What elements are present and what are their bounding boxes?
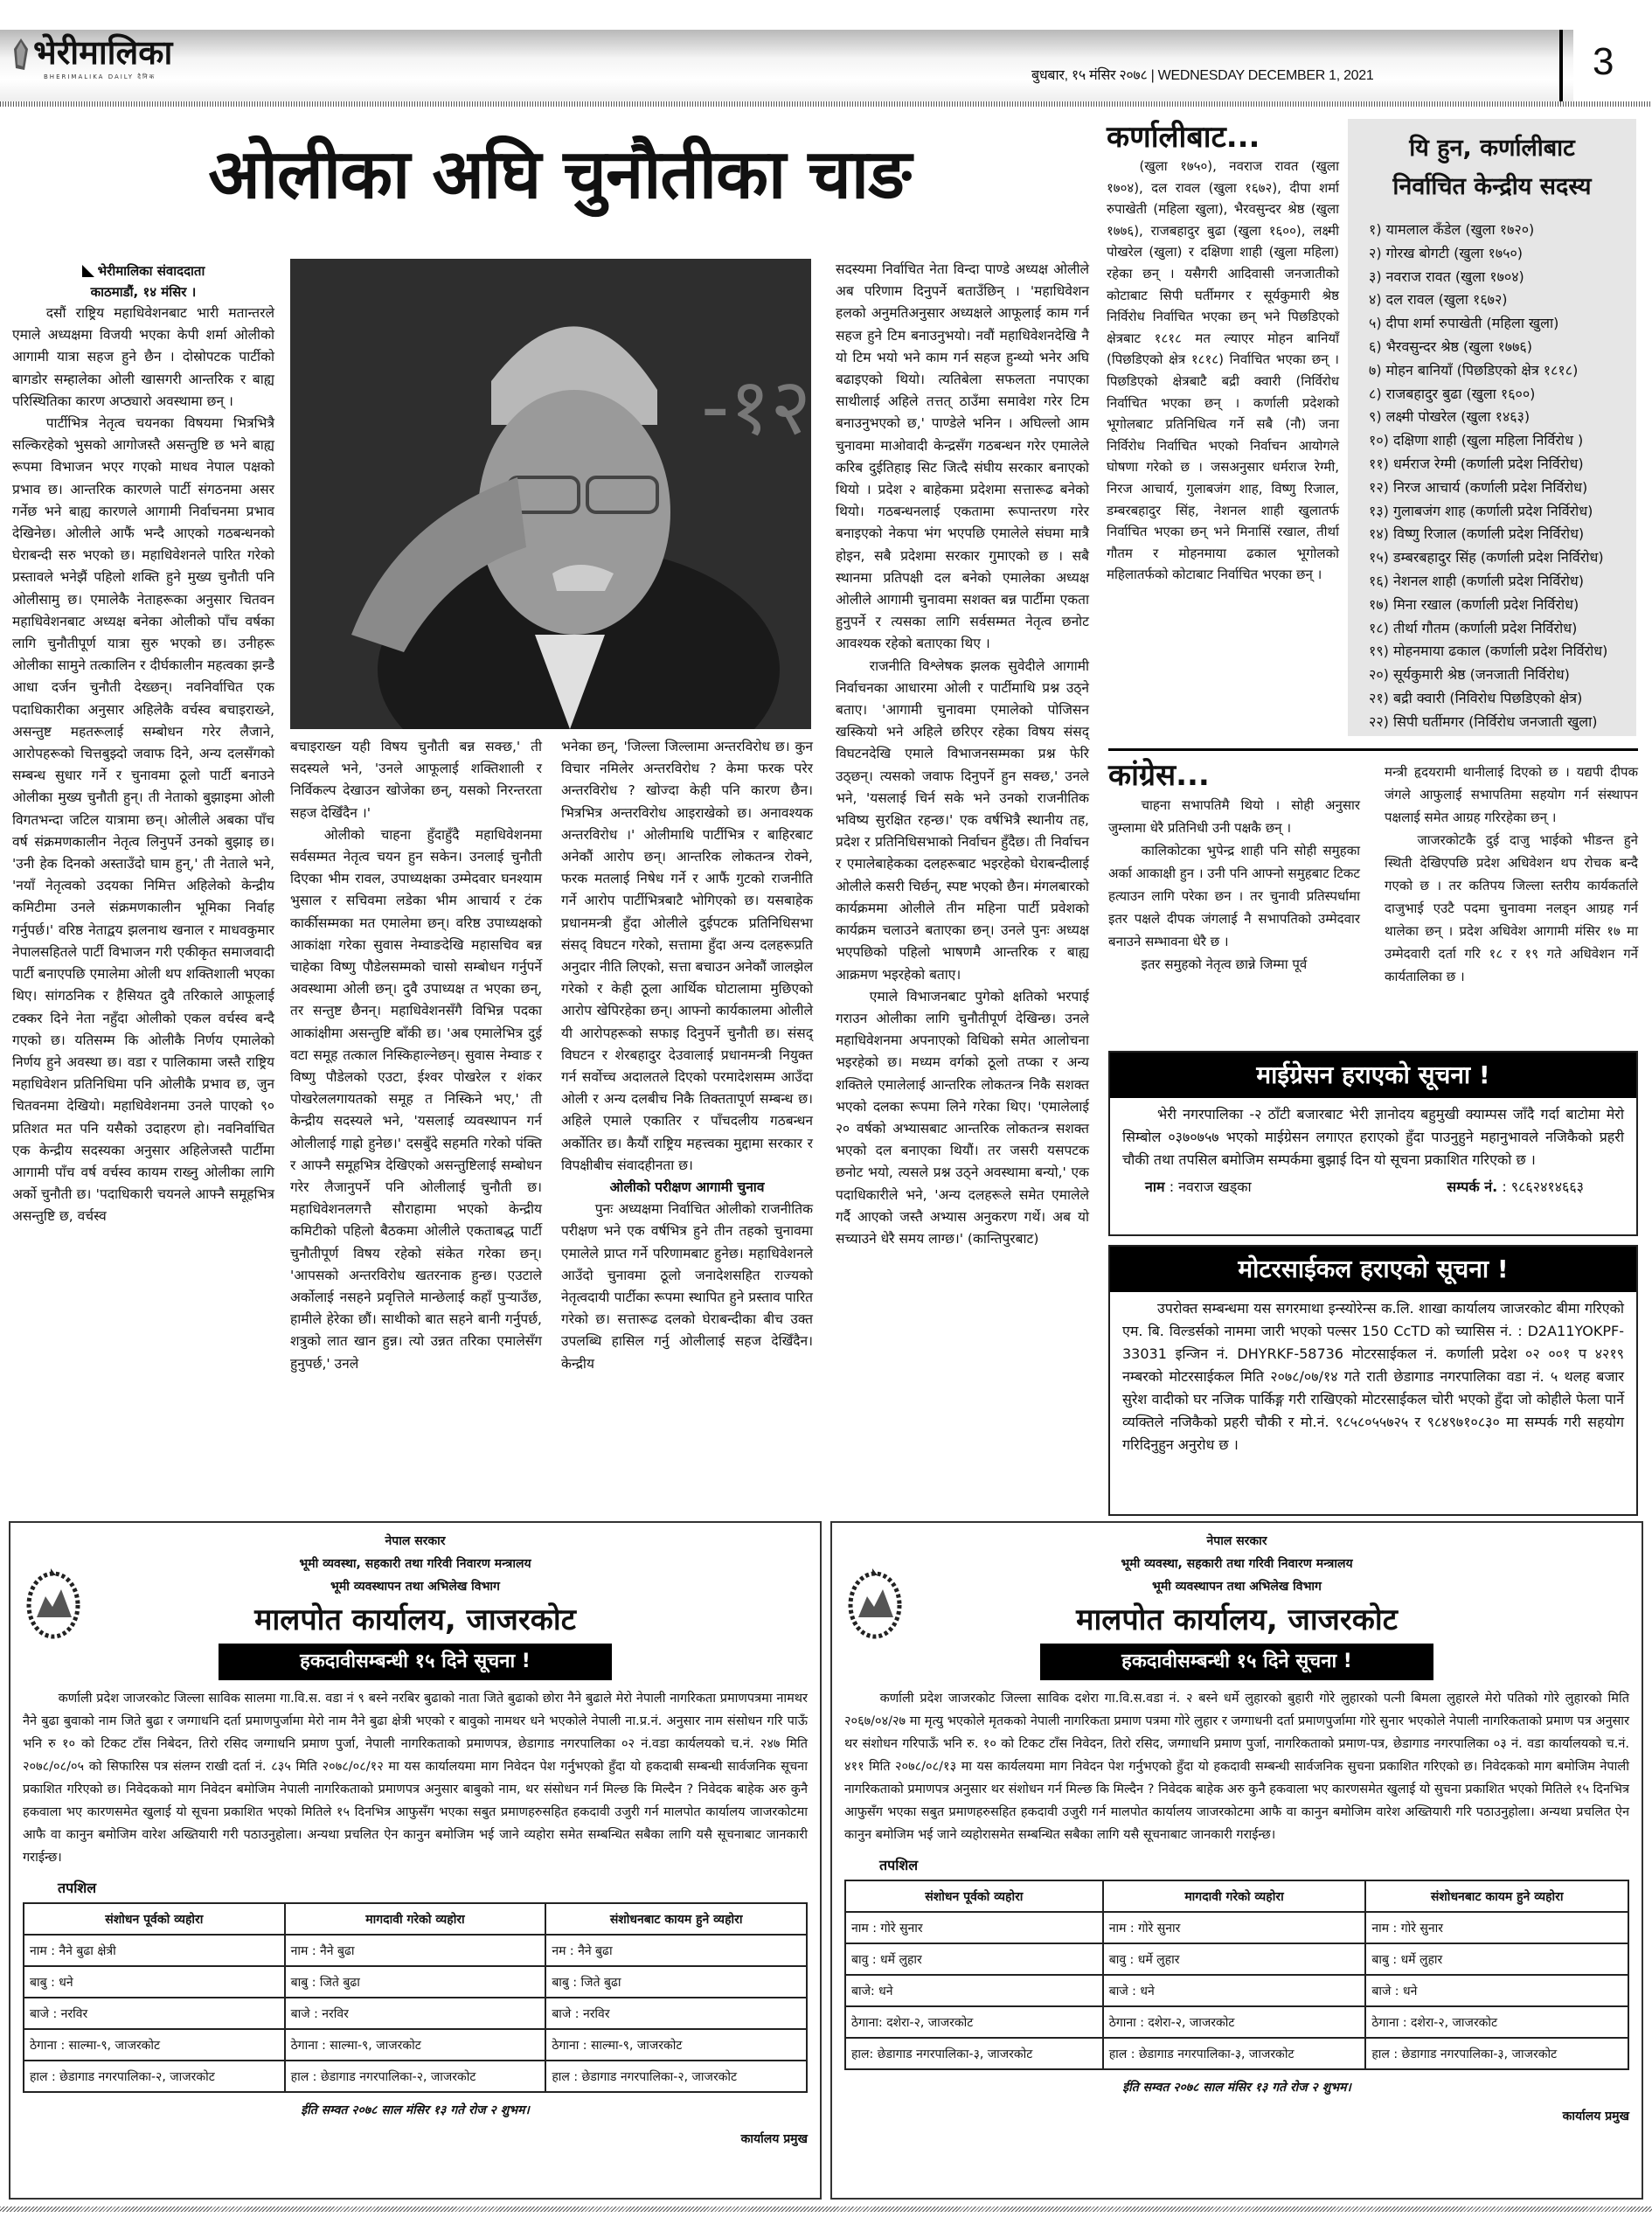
notice-body bbox=[1110, 1098, 1636, 1177]
member-item: ८) राजबहादुर बुढा (खुला १६००) bbox=[1369, 385, 1536, 402]
members-title-line-1: यि हुन, कर्णालीबाट bbox=[1409, 135, 1575, 162]
table-row bbox=[845, 1912, 1628, 1943]
table-cell: नाम : नैने बुढा क्षेत्री bbox=[24, 1935, 285, 1966]
table-row bbox=[845, 1975, 1628, 2006]
article-subheading: ओलीको परीक्षण आगामी चुनाव bbox=[609, 1179, 765, 1196]
member-item: ११) धर्मराज रेग्मी (कर्णाली प्रदेश निर्विरोध) bbox=[1369, 455, 1584, 472]
table-cell: बावु : धर्मे लुहार bbox=[1103, 1943, 1366, 1975]
notice-banner: हकदावीसम्बन्धी १५ दिने सूचना ! bbox=[219, 1644, 612, 1680]
article-paragraph: ओलीको चाहना हुँदाहुँदै महाधिवेशनमा सर्वसम्मत नेतृत्व चयन हुन सकेन। उनलाई चुनौती दिएका भीम रावल, उपाध्यक्षका उम्मेदवार घनश्याम भुसाल र सचिवमा लडेका भीम आचार्य र टंक कार्कीसम्मका मत एमालेमा छन्। वरिष्ठ उपाध्यक्षको आकांक्षा गरेका सुवास नेम्वाङदेखि महासचिव बन्न चाहेका विष्णु पौडेलसम्मको चासो सम्बोधन गर्नुपर्ने अवस्थामा ओली छन्। दुवै उपाध्यक्ष त भएका छन्, तर सन्तुष्ट छैनन्। महाधिवेशनसँगै विभिन्न पदका आकांक्षीमा असन्तुष्टि बाँकी छ। 'अब एमालेभित्र दुई वटा समूह तत्काल निस्किहाल्नेछन्। सुवास नेम्वाङ र विष्णु पौडेलको एउटा, ईश्वर पोखरेल र शंकर पोखरेललगायतको समूह त निस्किने भए,' ती केन्द्रीय सदस्यले भने, 'यसलाई व्यवस्थापन गर्न ओलीलाई गाह्रो हुनेछ।' दसबुँदे सहमति गरेको पंक्ति र आफ्नै समूहभित्र देखिएको असन्तुष्टिलाई सम्बोधन गरेर लैजानुपर्ने पनि ओलीलाई चुनौती छ। महाधिवेशनलगत्तै सौराहामा भएको केन्द्रीय कमिटीको पहिलो बैठकमा ओलीले एकताबद्ध पार्टी चुनौतीपूर्ण विषय रहेको संकेत गरेका छन्। 'आपसको अन्तरविरोध खतरनाक हुन्छ। एउटाले अर्कोलाई नसहने प्रवृत्तिले मान्छेलाई कहाँ पुर्‍याउँछ, हामीले हेरेका छौं। साथीको बात सहने बानी गर्नुपर्छ, शत्रुको लात खान हुन्न। त्यो उन्नत तरिका एमालेसँग हुनुपर्छ,' उनले bbox=[290, 826, 542, 1372]
table-cell: हाल : छेडागाड नगरपालिका-२, जाजरकोट bbox=[24, 2061, 285, 2092]
member-item: २२) सिपी घर्तीमगर (निर्विरोध जनजाती खुला) bbox=[1369, 712, 1598, 730]
column-header: मागदावी गरेको व्यहोरा bbox=[1103, 1880, 1366, 1912]
page-number-divider bbox=[1559, 30, 1563, 105]
table-row bbox=[24, 2061, 807, 2092]
name-label: नाम bbox=[1145, 1178, 1165, 1195]
congress-column-2 bbox=[1385, 761, 1638, 988]
karnali-continuation bbox=[1107, 119, 1339, 586]
table-row bbox=[845, 2038, 1628, 2069]
table-cell: ठेगाना: दशेरा-२, जाजरकोट bbox=[845, 2006, 1103, 2038]
table-cell: हाल : छेडागाड नगरपालिका-२, जाजरकोट bbox=[285, 2061, 546, 2092]
date-nepali: बुधबार, १५ मंसिर २०७८ bbox=[1031, 68, 1148, 83]
notice-banner: हकदावीसम्बन्धी १५ दिने सूचना ! bbox=[1040, 1644, 1433, 1680]
congress-paragraph: इतर समुहको नेतृत्व छान्ने जिम्मा पूर्व bbox=[1141, 956, 1308, 972]
issue-date bbox=[1031, 65, 1373, 84]
notice-text: उपरोक्त सम्बन्धमा यस सगरमाथा इन्स्योरेन्स क.लि. शाखा कार्यालय जाजरकोट बीमा गरिएको एम. बि. विल्डर्सको नाममा जारी भएको पल्सर 150 CcTD को च्यासिस नं. : D2A11YOKPF-33031 इन्जिन नं. DHYRKF-58736 मोटरसाईकल नं. कर्णाली प्रदेश ०२ ००१ प ४२१९ नम्बरको मोटरसाईकल मिति २०७८/०७/१४ गते राती छेडागाड नगरपालिका वडा नं. ५ थलह बजार सुरेश वादीको घर नजिक पार्किङ्ग गरी राखिएको मोटरसाईकल चोरी भएको हुँदा जो कोहीले फेला पार्ने व्यक्तिले नजिकैको प्रहरी चौकी र मो.नं. ९८५८०५५७२५ र ९८४९७१०८३० मा सम्पर्क गरी सहयोग गरिदिनुहुन अनुरोध छ । bbox=[1122, 1300, 1624, 1453]
table-cell: नम : नैने बुढा bbox=[545, 1935, 807, 1966]
table-row bbox=[24, 1998, 807, 2029]
member-item: २) गोरख बोगटी (खुला १७५०) bbox=[1369, 244, 1524, 261]
svg-text:-१२: -१२ bbox=[701, 361, 811, 453]
notice-name bbox=[1145, 1177, 1252, 1196]
article-column-1 bbox=[12, 261, 274, 1228]
date-english: WEDNESDAY DECEMBER 1, 2021 bbox=[1157, 68, 1374, 83]
table-cell: नाम : गोरे सुनार bbox=[1103, 1912, 1366, 1943]
member-item: २१) बद्री क्वारी (निविरोध पिछडिएको क्षेत्र) bbox=[1369, 689, 1583, 706]
table-row bbox=[24, 1966, 807, 1998]
table-cell: बाबु : जिते बुढा bbox=[285, 1966, 546, 1998]
column-header: संशोधनबाट कायम हुने व्यहोरा bbox=[545, 1903, 807, 1935]
ministry-name: भूमी व्यवस्था, सहकारी तथा गरिवी निवारण मन्त्रालय bbox=[299, 1557, 531, 1571]
table-row bbox=[24, 2029, 807, 2061]
members-sidebar bbox=[1348, 119, 1636, 736]
article-paragraph: भनेका छन्, 'जिल्ला जिल्लामा अन्तरविरोध छ। कुन विचार नमिलेर अन्तरविरोध ? केमा फरक परेर अन्तरविरोध ? खोज्दा केही पनि कारण छैन। भित्रभित्र अन्तरविरोध आइराखेको छ। अनावश्यक अन्तरविरोध ।' ओलीमाथि पार्टीभित्र र बाहिरबाट अनेकौं आरोप छन्। आन्तरिक लोकतन्त्र रोक्ने, फरक मतलाई निषेध गर्ने र आफैं गुटको राजनीति गर्ने आरोप पार्टीभित्रबाटै भोगिएको छ। यसबाहेक प्रधानमन्त्री हुँदा ओलीले दुईपटक प्रतिनिधिसभा संसद् विघटन गरेको, सत्तामा हुँदा अन्य दलहरूप्रति अनुदार नीति लिएको, सत्ता बचाउन अनेकौं जालझेल गरेको र केही ठूला आर्थिक घोटालामा मुछिएको आरोप खेपिरहेका छन्। आफ्नो कार्यकालमा ओलीले यी आरोपहरूको सफाइ दिनुपर्ने चुनौती छ। संसद् विघटन र शेरबहादुर देउवालाई प्रधानमन्त्री नियुक्त गर्न सर्वोच्च अदालतले दिएको परमादेशसम्म आउँदा ओली र अन्य दलबीच निकै तिक्ततापूर्ण सम्बन्ध छ। अहिले एमाले एकातिर र पाँचदलीय गठबन्धन अर्कोतिर छ। कैयौं राष्ट्रिय महत्त्वका मुद्दामा सरकार र विपक्षीबीच संवादहीनता छ। bbox=[561, 739, 813, 1173]
logo-emblem-icon bbox=[12, 37, 30, 72]
notice-title: माईग्रेसन हराएको सूचना ! bbox=[1110, 1053, 1636, 1098]
notice-contact bbox=[1110, 1177, 1636, 1203]
table-cell: बाजे : नरविर bbox=[285, 1998, 546, 2029]
member-item: १) यामलाल कँडेल (खुला १७२०) bbox=[1369, 221, 1535, 238]
schedule-label: तपशिल bbox=[58, 1880, 97, 1896]
congress-title: कांग्रेस... bbox=[1108, 758, 1210, 793]
byline bbox=[12, 261, 274, 281]
column-header: संशोधनबाट कायम हुने व्यहोरा bbox=[1365, 1880, 1628, 1912]
headline: ओलीका अघि चुनौतीका चाङ bbox=[208, 136, 911, 214]
table-cell: बाबु : धर्मे लुहार bbox=[1365, 1943, 1628, 1975]
land-revenue-notice-1 bbox=[9, 1521, 822, 2200]
member-item: ४) दल रावल (खुला १६७२) bbox=[1369, 291, 1508, 309]
table-cell: बाबु : धने bbox=[24, 1966, 285, 1998]
dateline: काठमाडौं, १४ मंसिर । bbox=[90, 284, 197, 300]
karnali-paragraph: (खुला १७५०), नवराज रावत (खुला १७०४), दल रावल (खुला १६७२), दीपा शर्मा रुपाखेती (महिला खुला), भैरवसुन्दर श्रेष्ठ (खुला १७७६), राजबहादुर बुढा (खुला १६००), लक्ष्मी पोखरेल (खुला) र दक्षिणा शाही (खुला महिला) रहेका छन् । यसैगरी आदिवासी जनजातीको कोटाबाट सिपी घर्तीमगर र सूर्यकुमारी श्रेष्ठ निर्विरोध निर्वाचित भएका छन् भने पिछडिएको क्षेत्रबाट १८१८ मत ल्याएर मोहन बानियाँ (पिछडिएको क्षेत्र १८१८) निर्वाचित भएका छन् । पिछडिएको क्षेत्रबाटै बद्री क्वारी (निर्विरोध निर्वाचित भएका छन् । कर्णाली प्रदेशको भूगोलबाट प्रतिनिधित्व गर्ने सबै (नौ) जना निर्विरोध निर्वाचित भएको निर्वाचन आयोगले घोषणा गरेको छ । जसअनुसार धर्मराज रेग्मी, निरज आचार्य, गुलाबजंग शाह, विष्णु रिजाल, डम्बरबहादुर सिंह, नेशनल शाही खुलातर्फ निर्वाचित भएका छन् भने मिनासिं रखाल, तीर्था गौतम र मोहनमाया ढकाल भूगोलको महिलातर्फको कोटाबाट निर्वाचित भएका छन् । bbox=[1107, 158, 1339, 583]
newspaper-logo[interactable] bbox=[12, 33, 172, 72]
member-item: ५) दीपा शर्मा रुपाखेती (महिला खुला) bbox=[1369, 315, 1559, 332]
notice-date: ईति सम्वत २०७८ साल मंसिर १३ गते रोज २ शुभम। bbox=[301, 2103, 530, 2117]
gov-name: नेपाल सरकार bbox=[385, 1534, 446, 1548]
department-name: भूमी व्यवस्थापन तथा अभिलेख विभाग bbox=[1152, 1580, 1322, 1594]
footer-rule bbox=[0, 2207, 1652, 2212]
table-cell: हाल: छेडागाड नगरपालिका-३, जाजरकोट bbox=[845, 2038, 1103, 2069]
portrait-image bbox=[290, 259, 811, 729]
article-column-2 bbox=[290, 736, 542, 1375]
table-cell: नाम : गोरे सुनार bbox=[845, 1912, 1103, 1943]
contact-value: : ९८६२४१४६६३ bbox=[1502, 1178, 1584, 1195]
nepal-emblem-icon bbox=[848, 1565, 902, 1642]
table-cell: बाजे : नरविर bbox=[545, 1998, 807, 2029]
members-title-line-2: निर्वाचित केन्द्रीय सदस्य bbox=[1392, 173, 1592, 200]
member-item: १०) दक्षिणा शाही (खुला महिला निर्विरोध ) bbox=[1369, 432, 1584, 449]
table-cell: बाजे : नरविर bbox=[24, 1998, 285, 2029]
section-divider bbox=[1108, 748, 1638, 751]
notice-date: ईति सम्वत २०७८ साल मंसिर १३ गते रोज २ शुभम। bbox=[1122, 2081, 1351, 2095]
article-paragraph: दसौं राष्ट्रिय महाधिवेशनबाट भारी मतान्तरले एमाले अध्यक्षमा विजयी भएका केपी शर्मा ओलीको आगामी यात्रा सहज हुने छैन । दोस्रोपटक पार्टीको बागडोर सम्हालेका ओली खासगरी आन्तरिक र बाह्य परिस्थितिका कारण अप्ठ्यारो अवस्थामा छन् । bbox=[12, 305, 274, 409]
article-paragraph: राजनीति विश्लेषक झलक सुवेदीले आगामी निर्वाचनका आधारमा ओली र पार्टीमाथि प्रश्न उठ्ने बताए। 'आगामी चुनावमा एमालेको पोजिसन खस्कियो भने अहिले छरिएर रहेका विषय संसद् विघटनदेखि एमाले विभाजनसम्मका प्रश्न फेरि उठ्छन्। त्यसको जवाफ दिनुपर्ने हुन सक्छ,' उनले भने, 'यसलाई चिर्न सके भने उनको राजनीतिक भविष्य सुरक्षित रहन्छ।' एक वर्षभित्रै स्थानीय तह, प्रदेश र प्रतिनिधिसभाको निर्वाचन हुँदैछ। ती निर्वाचन र एमालेबाहेकका दलहरूबाट भइरहेको घेराबन्दीलाई ओलीले कसरी चिर्छन्, स्पष्ट भएको छैन। मंगलबारको कार्यक्रममा ओलीले तीन महिना पार्टी प्रवेशको कार्यक्रम चलाउने बताएका छन्। उनले पुनः अध्यक्ष भएपछिको पहिलो भाषणमै आन्तरिक र बाह्य आक्रमण भइरहेको बताए। bbox=[836, 657, 1089, 983]
member-item: ६) भैरवसुन्दर श्रेष्ठ (खुला १७७६) bbox=[1369, 337, 1532, 355]
notice-body bbox=[23, 1687, 808, 1869]
ministry-name: भूमी व्यवस्था, सहकारी तथा गरिवी निवारण मन्त्रालय bbox=[1121, 1557, 1353, 1571]
schedule-label: तपशिल bbox=[879, 1857, 919, 1873]
gov-name: नेपाल सरकार bbox=[1206, 1534, 1267, 1548]
table-cell: हाल : छेडागाड नगरपालिका-३, जाजरकोट bbox=[1103, 2038, 1366, 2069]
notice-title: मोटरसाईकल हराएको सूचना ! bbox=[1110, 1247, 1636, 1292]
article-paragraph: सदस्यमा निर्वाचित नेता विन्दा पाण्डे अध्यक्ष ओलीले अब परिणाम दिनुपर्ने बताउँछिन् । 'महाधिवेशन हलको अनुमतिअनुसार अध्यक्षले आफूलाई काम गर्न सहज हुने टिम बनाउनुभयो। नवौं महाधिवेशनदेखि नै यो टिम भयो भने काम गर्न सहज हुन्थ्यो भनेर अघि बढाइएको थियो। त्यतिबेला सफलता नपाएका साथीलाई अहिले तत्तत् ठाउँमा समावेश गरेर टिम बनाउनुभएको छ,' पाण्डेले भनिन । अघिल्लो आम चुनावमा माओवादी केन्द्रसँग गठबन्धन गरेर एमालेले करिब दुईतिहाइ सिट जित्दै संघीय सरकार बनाएको थियो । प्रदेश २ बाहेकमा प्रदेशमा सत्तारूढ बनेको थियो। गठबन्धनलाई एकतामा रूपान्तरण गरेर बनाइएको नेकपा भंग भएपछि एमालेले संघमा मात्रै होइन, सबै प्रदेशमा सरकार गुमाएको छ । सबै स्थानमा प्रतिपक्षी दल बनेको एमालेका अध्यक्ष ओलीले आगामी चुनावमा सशक्त बन्न पार्टीमा एकता हुनुपर्ने र त्यसका लागि सर्वसम्मत नेतृत्व छनोट आवश्यक रहेको बताएका थिए । bbox=[836, 261, 1089, 652]
members-title bbox=[1348, 119, 1636, 206]
migration-lost-notice bbox=[1108, 1051, 1638, 1236]
member-item: १२) निरज आचार्य (कर्णाली प्रदेश निर्विरोध) bbox=[1369, 478, 1588, 496]
notice-body bbox=[844, 1687, 1629, 1846]
logo-subtitle: BHERIMALIKA DAILY दैनिक bbox=[44, 73, 156, 80]
office-name: मालपोत कार्यालय, जाजरकोट bbox=[254, 1602, 576, 1637]
table-cell: बाजे : धने bbox=[1103, 1975, 1366, 2006]
article-column-3 bbox=[561, 736, 813, 1375]
article-paragraph: एमाले विभाजनबाट पुगेको क्षतिको भरपाई गराउन ओलीका लागि चुनौतीपूर्ण देखिन्छ। उनले महाधिवेशनमा अपनाएको विधिको समेत आलोचना भइरहेको छ। मध्यम वर्गको ठूलो तप्का र अन्य शक्तिले एमालेलाई आन्तरिक लोकतन्त्र निकै सशक्त भएको दलका रूपमा लिने गरेका थिए। 'एमालेलाई २० वर्षको अभ्यासबाट आन्तरिक लोकतन्त्र सशक्त भएको दल बनाएका थियौं। तर जसरी यसपटक छनोट भयो, त्यसले प्रश्न उठ्ने अवस्थामा बन्यो,' एक पदाधिकारीले भने, 'अन्य दलहरूले समेत एमालेले गर्दै आएको जस्तै अभ्यास अनुकरण गर्थे। अब यो सच्याउने धेरै समय लाग्छ।' (कान्तिपुरबाट) bbox=[836, 988, 1089, 1247]
table-cell: बाजे: धने bbox=[845, 1975, 1103, 2006]
byline-marker-icon bbox=[82, 265, 94, 277]
byline-author: भेरीमालिका संवाददाता bbox=[97, 263, 205, 279]
column-header: संशोधन पूर्वको व्यहोरा bbox=[24, 1903, 285, 1935]
name-value: : नवराज खड्का bbox=[1169, 1178, 1252, 1195]
member-item: १६) नेशनल शाही (कर्णाली प्रदेश निर्विरोध) bbox=[1369, 572, 1585, 589]
table-cell: बावु : धर्मे लुहार bbox=[845, 1943, 1103, 1975]
table-row bbox=[845, 2006, 1628, 2038]
department-name: भूमी व्यवस्थापन तथा अभिलेख विभाग bbox=[330, 1580, 500, 1594]
article-paragraph: बचाइराख्न यही विषय चुनौती बन्न सक्छ,' ती सदस्यले भने, 'उनले आफूलाई शक्तिशाली र निर्विकल्प देखाउन खोजेका छन्, यसको निरन्तरता सहज देखिँदैन ।' bbox=[290, 739, 542, 821]
signatory: कार्यालय प्रमुख bbox=[740, 2132, 808, 2146]
member-item: १५) डम्बरबहादुर सिंह (कर्णाली प्रदेश निर्विरोध) bbox=[1369, 549, 1604, 566]
table-row bbox=[24, 1935, 807, 1966]
column-header: मागदावी गरेको व्यहोरा bbox=[285, 1903, 546, 1935]
page-number: 3 bbox=[1593, 40, 1614, 83]
congress-paragraph: मन्त्री हृदयरामी थानीलाई दिएको छ । यद्यपी दीपक जंगले आफुलाई सभापतिमा सहयोग गर्न संस्थापन पक्षलाई समेत आग्रह गरिरहेका छन् । bbox=[1385, 764, 1638, 825]
article-paragraph: पार्टीभित्र नेतृत्व चयनका विषयमा भित्रभित्रै सल्किरहेको भुसको आगोजस्तै असन्तुष्टि छ भने बाह्य रूपमा विभाजन भएर गएको माधव नेपाल पक्षको प्रभाव छ। आन्तरिक कारणले पार्टी संगठनमा असर गर्नेछ भने बाह्य कारणले आगामी निर्वाचनमा प्रभाव देखिनेछ। ओलीले आफैं भन्दै आएको गठबन्धनको घेराबन्दी सरु भएको छ। महाधिवेशनले पारित गरेको प्रस्तावले भनेझैं पहिलो शक्ति हुने मुख्य चुनौती पनि ओलीसामु छ। एमालेकै नेताहरूका अनुसार चितवन महाधिवेशनबाट अध्यक्ष बनेका ओलीको पाँच वर्षका लागि चुनौतीपूर्ण यात्रा सुरु भएको छ। उनीहरू ओलीका सामुने तत्कालिन र दीर्घकालीन महत्वका झन्डै आधा दर्जन चुनौती देख्छन्। नवनिर्वाचित एक पदाधिकारीका अनुसार अहिलेकै वर्चस्व बचाइराख्ने, असन्तुष्ट महतरूलाई सम्बोधन गरेर लैजाने, आरोपहरूको चित्तबुझ्दो जवाफ दिने, अन्य दलसँगको सम्बन्ध सुधार गर्ने र चुनावमा ठूलो पार्टी बनाउने ओलीका मुख्य चुनौती हुन्। ती नेताको बुझाइमा ओली विगतभन्दा जटिल यात्रामा छन्। ओलीले अबका पाँच वर्ष संक्रमणकालीन नेतृत्व लिनुपर्ने उनको बुझाइ छ। 'उनी हेक दिनको अस्ताउँदो घाम हुन्,' ती नेताले भने, 'नयाँ नेतृत्वको उदयका निमित्त अहिलेको केन्द्रीय कमिटीमा उनले संक्रमणकालीन भूमिका निर्वाह गर्नुपर्छ।' वरिष्ठ नेताद्वय झलनाथ खनाल र माधवकुमार नेपालसहितले पार्टी विभाजन गरी एकीकृत समाजवादी पार्टी बनाएपछि एमालेमा ओली थप शक्तिशाली भएका थिए। सांगठनिक र हैसियत दुवै तरिकाले आफूलाई टक्कर दिने नेता नहुँदा ओलीको एकल वर्चस्व बन्दै गएको छ। यतिसम्म कि ओलीकै निर्णय एमालेको निर्णय हुने अवस्था छ। वडा र पालिकामा जस्तै राष्ट्रिय महाधिवेशन प्रतिनिधिमा पनि ओलीकै प्रभाव छ, जुन चितवनमा देखियो। महाधिवेशनमा उनले पाएको ९० प्रतिशत मत पनि यसैको उदाहरण हो। नवनिर्वाचित एक केन्द्रीय सदस्यका अनुसार अहिलेजस्तै पार्टीमा आगामी पाँच वर्ष वर्चस्व कायम राख्नु ओलीका लागि अर्को चुनौती छ। 'पदाधिकारी चयनले आफ्नै समूहभित्र असन्तुष्टि छ, वर्चस्व bbox=[12, 415, 274, 1225]
member-item: ३) नवराज रावत (खुला १७०४) bbox=[1369, 268, 1524, 285]
member-item: १७) मिना रखाल (कर्णाली प्रदेश निर्विरोध) bbox=[1369, 595, 1579, 613]
table-cell: नाम : गोरे सुनार bbox=[1365, 1912, 1628, 1943]
notice-body bbox=[1110, 1292, 1636, 1462]
schedule-table bbox=[844, 1880, 1629, 2070]
congress-column-1 bbox=[1108, 757, 1360, 976]
member-item: १८) तीर्था गौतम (कर्णाली प्रदेश निर्विरोध) bbox=[1369, 619, 1578, 636]
notice-text: कर्णाली प्रदेश जाजरकोट जिल्ला साविक दशेरा गा.वि.स.वडा नं. २ बस्ने धर्मे लुहारको बुहारी गोरे लुहारको पत्नी बिमला लुहारले मेरो पतिको गोरे लुहारको मिति २०६७/०४/२७ मा मृत्यु भएकोले मृतकको नेपाली नागरिकता प्रमाण पत्रमा गोरे लुहार र जग्गाधनी दर्ता प्रमाणपुर्जामा गोरे सुनार भएकोले नेपाली नागरिकताको प्रमाण पत्र अनुसार थर संशोधन गरिपाऊँ भनि रु. १० को टिकट टाँस निवेदन, तिरो रसिद, जग्गाधनि प्रमाण पुर्जा, नागरिकताको प्रमाण-पत्र, छेडागाड नगरपालिका ०३ नं. वडा कार्यालयको च.नं. ४११ मिति २०७८/०८/१३ मा यस कार्यलयमा माग निवेदन पेश गर्नुभएको हुँदा यो हकदावी सम्बन्धी सार्वजनिक सुचना प्रकाशित गरिएको छ। निवेदकको माग बमोजिम नेपाली नागरिकताको प्रमाणपत्र अनुसार थर संशोधन गर्न मिल्छ कि मिल्दैन ? निवेदक बाहेक अरु कुनै हकवाला भए कारणसमेत खुलाई यो सुचना प्रकाशित भएको मितिले १५ दिनभित्र आफुसँग भएका सबुत प्रमाणहरुसहित हकदावी उजुरी गर्न मालपोत कार्यालय जाजरकोटमा आफै वा कानुन बमोजिम वारेश अख्तियारी गरि पठाउनुहोला। अन्यथा प्रचलित ऐन कानुन बमोजिम भई जाने व्यहोरासमेत सम्बन्धित सबैका लागि यसै सूचनाबाट जानकारी गराईन्छ। bbox=[844, 1692, 1629, 1842]
notice-text: कर्णाली प्रदेश जाजरकोट जिल्ला साविक सालमा गा.वि.स. वडा नं ९ बस्ने नरबिर बुढाको नाता जिते बुढाको छोरा नैने बुढाले मेरो नेपाली नागरिकता प्रमाणपत्रमा नामथर नैने बुढा बुवाको नाम जिते बुढा र जग्गाधनि दर्ता प्रमाणपुर्जामा मेरो नाम नैने बुढा क्षेत्री भएको र बावुको नामथर धने भएकोले नेपाली ना.प्र.नं. अनुसार नाम संसोधन गरि पाऊँ भनि रु १० को टिकट टाँस निबेदन, तिरो रसिद जग्गाधनि प्रमाण पुर्जा, नेपाली नागरिकताको प्रमाणपत्र, छेडागाड नगरपालिका ०२ नं.वडा कार्यलयको च.नं. २४७ मिति २०७८/०८/०५ को सिफारिस पत्र संलग्न राखी दर्ता नं. ८३५ मिति २०७८/०८/१२ मा यस कार्यालयमा माग निवेदन पेश गर्नुभएको हुँदा यो हकदाबी सम्बन्धी सार्वजनिक सूचना प्रकाशित गरिएको छ। निवेदकको माग निवेदन बमोजिम नेपाली नागरिकताको प्रमाणपत्र अनुसार बाबुको नाम, थर संसोधन गर्न मिल्छ कि मिल्दैन ? निवेदक बाहेक अरु कुनै हकवाला भए कारणसमेत खुलाई यो सूचना प्रकाशित भएको मितिले १५ दिनभित्र आफुसँग भएका सबुत प्रमाणहरुसहित हकदावी उजुरी गर्न मालपोत कार्यालय जाजरकोटमा आफै वा कानुन बमोजिम वारेश अख्तियारी गरी पठाउनुहोला। अन्यथा प्रचलित ऐन कानुन बमोजिम भई जाने व्यहोरा समेत सम्बन्धित सबैका लागि यसै सूचनाबाट जानकारी गराईन्छ। bbox=[23, 1692, 808, 1865]
table-cell: बाबु : जिते बुढा bbox=[545, 1966, 807, 1998]
article-column-4 bbox=[836, 259, 1089, 1250]
member-item: १४) विष्णु रिजाल (कर्णाली प्रदेश निर्विरोध) bbox=[1369, 525, 1585, 543]
office-name: मालपोत कार्यालय, जाजरकोट bbox=[1076, 1602, 1398, 1637]
article-paragraph: पुनः अध्यक्षमा निर्वाचित ओलीको राजनीतिक परीक्षण भने एक वर्षभित्र हुने तीन तहको चुनावमा एमालेले प्राप्त गर्ने परिणामबाट हुनेछ। महाधिवेशनले आउँदो चुनावमा ठूलो जनादेशसहित राज्यको नेतृत्वदायी पार्टीका रूपमा स्थापित हुने प्रस्ताव पारित गरेको छ। सत्तारूढ दलको घेराबन्दीका बीच उक्त उपलब्धि हासिल गर्नु ओलीलाई सहज देखिँदैन। केन्द्रीय bbox=[561, 1201, 813, 1372]
table-header-row bbox=[24, 1903, 807, 1935]
table-cell: नाम : नैने बुढा bbox=[285, 1935, 546, 1966]
table-header-row bbox=[845, 1880, 1628, 1912]
land-revenue-notice-2 bbox=[830, 1521, 1643, 2200]
member-item: ९) लक्ष्मी पोखरेल (खुला १४६३) bbox=[1369, 408, 1531, 426]
notice-phone bbox=[1447, 1177, 1584, 1196]
congress-paragraph: जाजरकोटकै दुई दाजु भाईको भीडन्त हुने स्थिती देखिएपछि प्रदेश अधिवेशन थप रोचक बन्दै गएको छ । तर कतिपय जिल्ला स्तरीय कार्यकर्ताले दाजुभाई एउटै पदमा चुनावमा नलड्न आग्रह गर्न थालेका छन् । प्रदेश अधिवेश आगामी मंसिर १७ मा उम्मेदवारी दर्ता गरि १८ र १९ गते अधिवेशन गर्ने कार्यतालिका छ । bbox=[1385, 832, 1638, 984]
member-item: ७) मोहन बानियाँ (पिछडिएको क्षेत्र १८१८) bbox=[1369, 361, 1579, 379]
table-cell: ठेगाना : साल्मा-९, जाजरकोट bbox=[285, 2029, 546, 2061]
table-cell: ठेगाना : साल्मा-९, जाजरकोट bbox=[545, 2029, 807, 2061]
article-photo[interactable] bbox=[290, 259, 811, 729]
masthead-rule bbox=[0, 101, 1652, 107]
schedule-table bbox=[23, 1902, 808, 2093]
signatory: कार्यालय प्रमुख bbox=[1562, 2109, 1629, 2123]
member-item: १३) गुलाबजंग शाह (कर्णाली प्रदेश निर्विरोध) bbox=[1369, 502, 1593, 519]
table-cell: हाल : छेडागाड नगरपालिका-३, जाजरकोट bbox=[1365, 2038, 1628, 2069]
notice-text: भेरी नगरपालिका -२ ठाँटी बजारबाट भेरी ज्ञानोदय बहुमुखी क्याम्पस जाँदै गर्दा बाटोमा मेरो सिम्बोल ०३७०७५७ भएको माईग्रेसन लगाएत हराएको हुँदा पाउनुहुने महानुभावले नजिकैको प्रहरी चौकी तथा तपसिल बमोजिम सम्पर्कमा बुझाई दिन यो सूचना प्रकाशित गरिएको छ । bbox=[1122, 1106, 1624, 1168]
table-cell: ठेगाना : दशेरा-२, जाजरकोट bbox=[1365, 2006, 1628, 2038]
congress-paragraph: चाहना सभापतिमै थियो । सोही अनुसार जुम्लामा धेरै प्रतिनिधी उनी पक्षकै छन् । bbox=[1108, 797, 1360, 836]
date-separator: | bbox=[1150, 68, 1155, 83]
karnali-title: कर्णालीबाट... bbox=[1107, 120, 1260, 155]
table-row bbox=[845, 1943, 1628, 1975]
member-item: २०) सूर्यकुमारी श्रेष्ठ (जनजाती निर्विरोध) bbox=[1369, 666, 1570, 684]
table-cell: हाल : छेडागाड नगरपालिका-२, जाजरकोट bbox=[545, 2061, 807, 2092]
table-cell: बाजे : धने bbox=[1365, 1975, 1628, 2006]
column-header: संशोधन पूर्वको व्यहोरा bbox=[845, 1880, 1103, 1912]
table-cell: ठेगाना : साल्मा-९, जाजरकोट bbox=[24, 2029, 285, 2061]
logo-text: भेरीमालिका bbox=[33, 32, 173, 72]
contact-label: सम्पर्क नं. bbox=[1447, 1178, 1498, 1195]
member-item: १९) मोहनमाया ढकाल (कर्णाली प्रदेश निर्विरोध) bbox=[1369, 643, 1608, 660]
nepal-emblem-icon bbox=[26, 1565, 80, 1642]
congress-paragraph: कालिकोटका भुपेन्द्र शाही पनि सोही समुहका अर्का आकाक्षी हुन । उनी पनि आफ्नो समुहबाट टिकट हत्याउन लागि परेका छन । तर चुनावी प्रतिस्पर्धामा इतर पक्षले दीपक जंगलाई नै सभापतिको उम्मेदवार बनाउने सम्भावना धेरै छ । bbox=[1108, 843, 1360, 949]
motorcycle-lost-notice bbox=[1108, 1245, 1638, 1516]
table-cell: ठेगाना : दशेरा-२, जाजरकोट bbox=[1103, 2006, 1366, 2038]
members-list bbox=[1348, 206, 1636, 734]
